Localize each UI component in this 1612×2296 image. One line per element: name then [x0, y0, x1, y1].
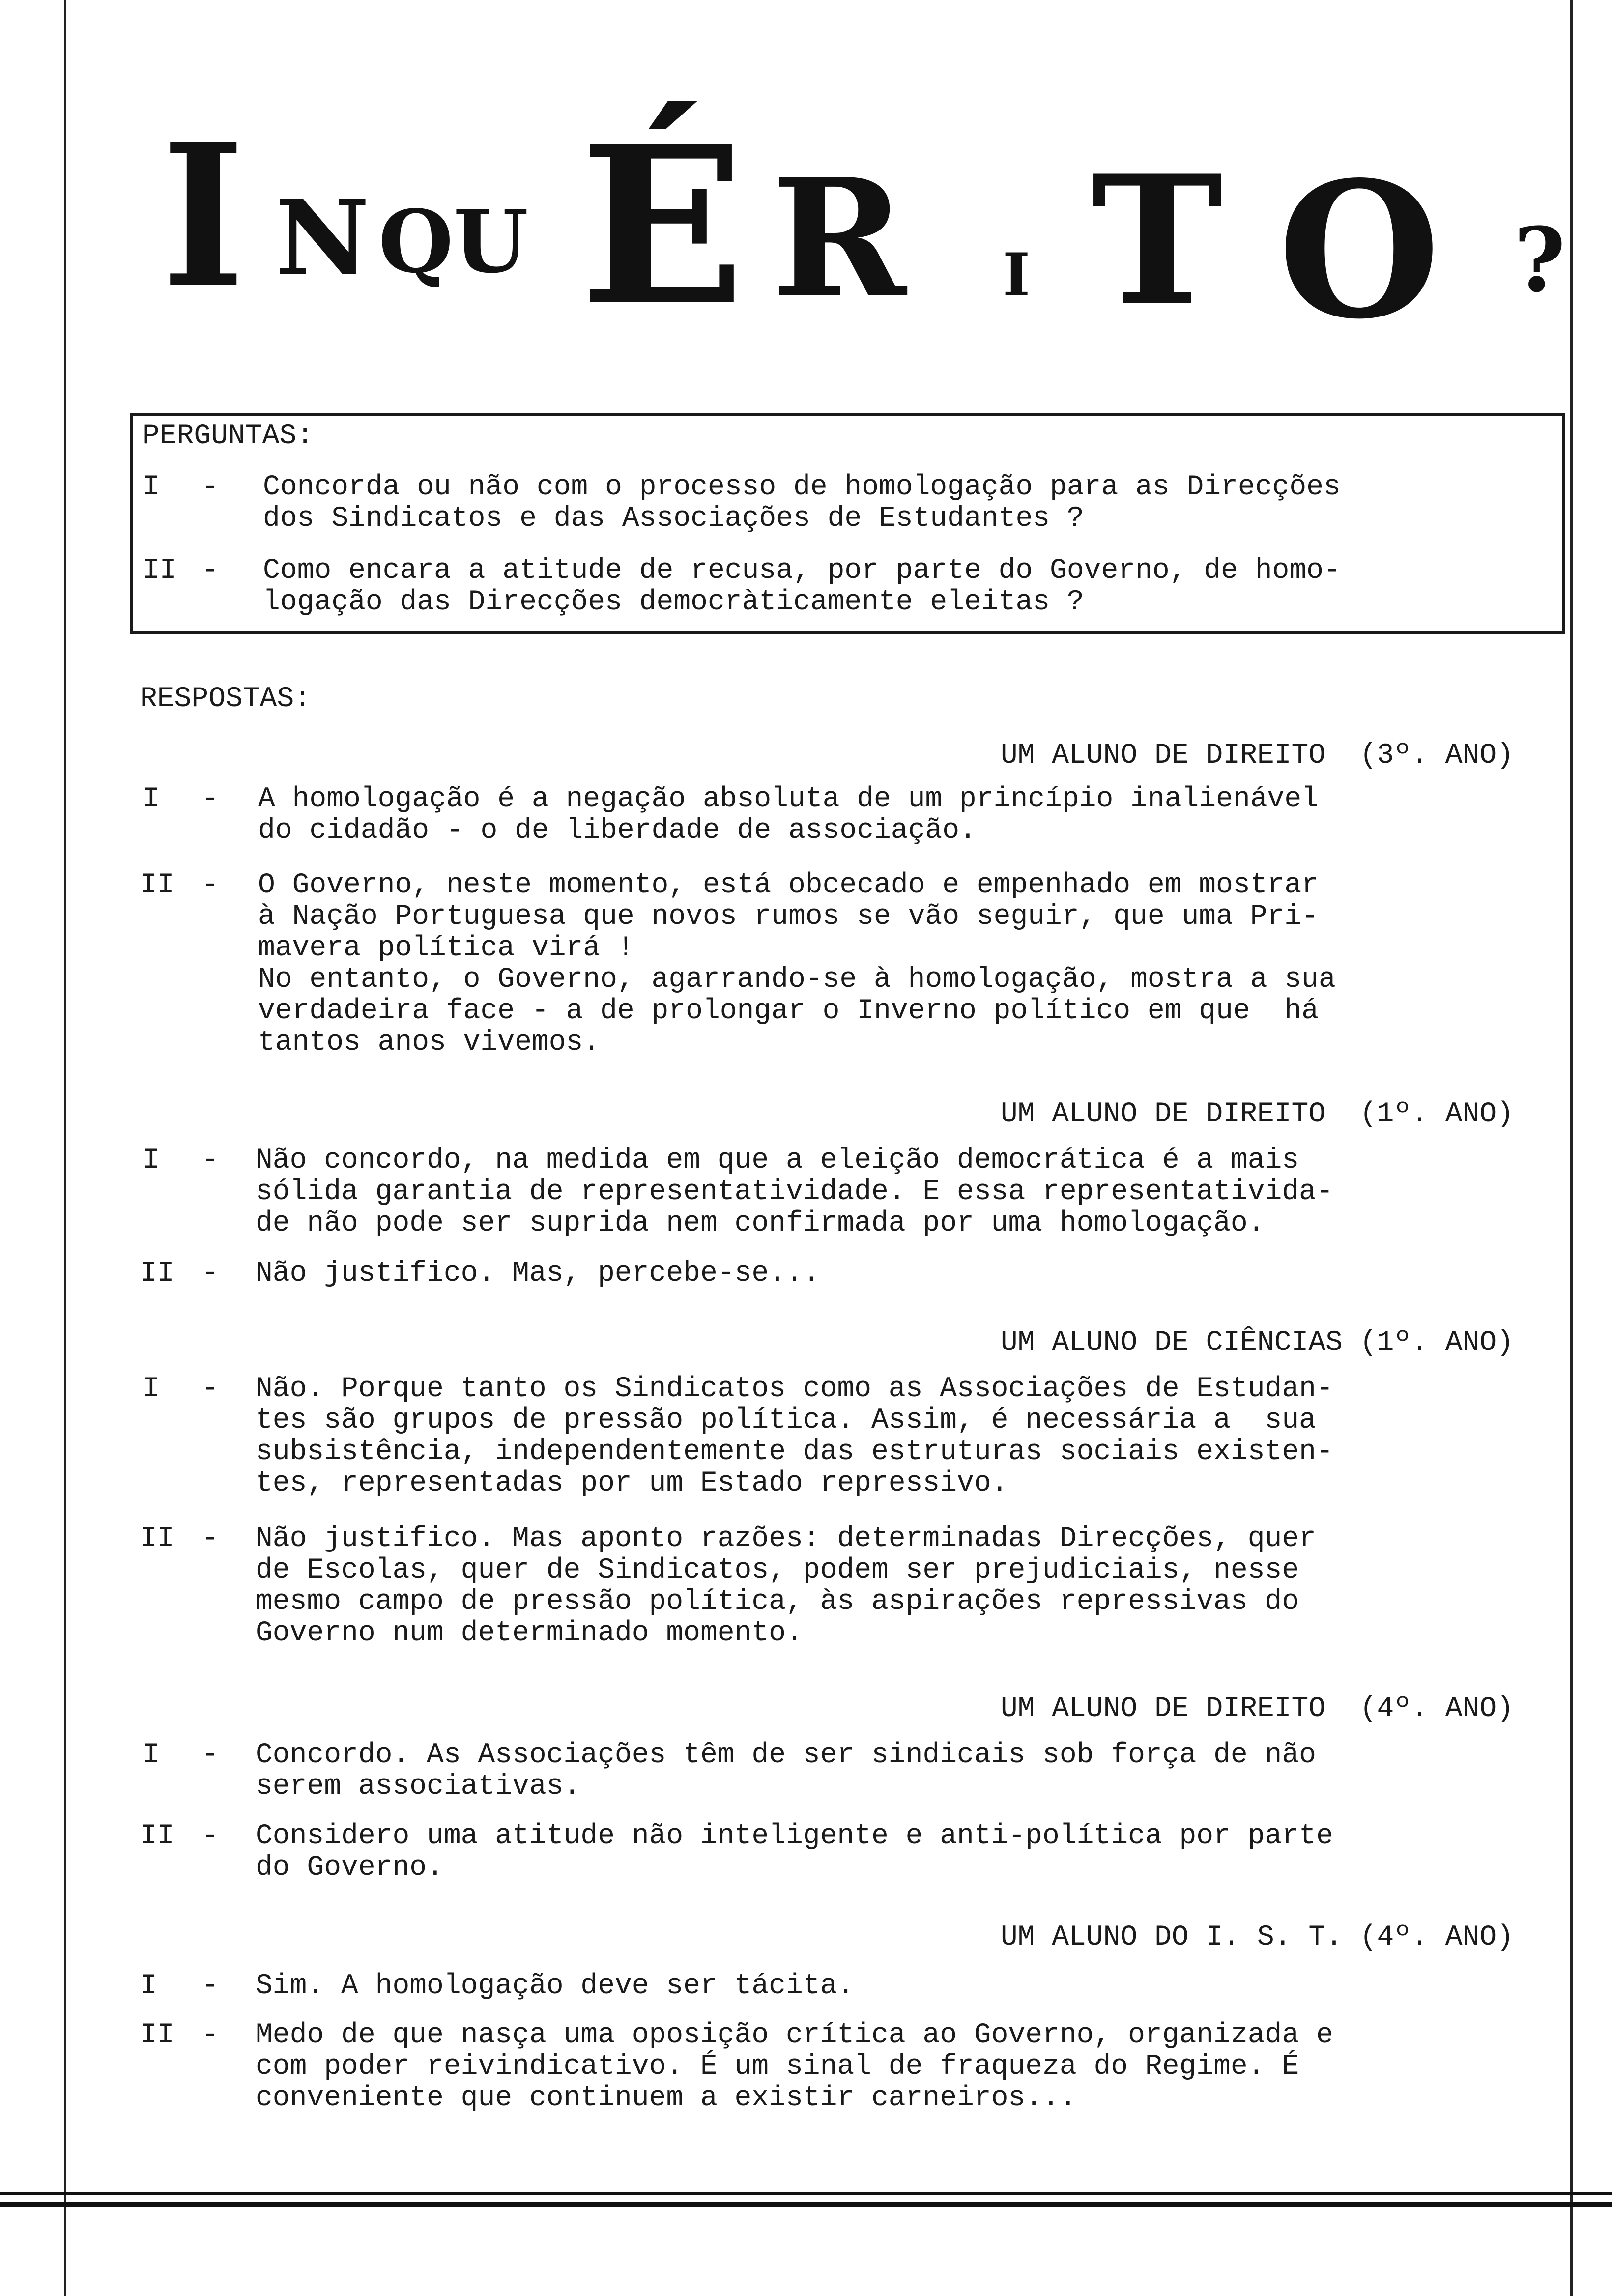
- answer-dash: -: [202, 1523, 219, 1555]
- title-letter: N: [275, 177, 370, 299]
- answer-text: Não concordo, na medida em que a eleição democrática é a mais sólida garantia de representatividade. E essa representativida- de não pode ser suprida nem confirmada por uma homologação.: [256, 1145, 1333, 1239]
- title-letter: É: [580, 99, 745, 353]
- answer-dash: -: [202, 869, 219, 901]
- page-left-edge: [64, 0, 66, 2296]
- answer-text: O Governo, neste momento, está obcecado e empenhado em mostrar à Nação Portuguesa que novos rumos se vão seguir, que uma Pri- mavera política virá ! No entanto, o Governo, agarrando-se à homologação, mostra a sua verdadeira face - a de prolongar o Inverno político em que há tantos anos vivemos.: [258, 869, 1336, 1059]
- title-letter: ?: [1514, 208, 1566, 312]
- respondent-heading: UM ALUNO DE DIREITO (1º. ANO): [1000, 1098, 1514, 1130]
- answer-text: Não. Porque tanto os Sindicatos como as Associações de Estudan- tes são grupos de pressão política. Assim, é necessária a sua subsistência, independentemente das estruturas sociais existen- tes, representadas por um Estado repressivo.: [256, 1373, 1333, 1499]
- answer-number: I: [143, 1145, 160, 1177]
- answer-number: I: [140, 1970, 157, 2002]
- answer-number: II: [140, 1820, 174, 1852]
- answer-dash: -: [202, 1145, 219, 1177]
- answer-number: II: [140, 1258, 174, 1290]
- question-text: Concorda ou não com o processo de homologação para as Direcções dos Sindicatos e das Associações de Estudantes ?: [263, 471, 1341, 535]
- answer-number: I: [143, 1373, 160, 1405]
- title-letter: R: [772, 143, 907, 334]
- answer-number: I: [143, 1739, 160, 1771]
- respondent-heading: UM ALUNO DO I. S. T. (4º. ANO): [1000, 1922, 1514, 1953]
- answer-number: II: [140, 869, 174, 901]
- question-dash: -: [202, 555, 219, 587]
- answer-dash: -: [202, 1970, 219, 2002]
- title-letter: O: [1278, 141, 1441, 360]
- answer-dash: -: [202, 1739, 219, 1771]
- bottom-rule: [0, 2202, 1612, 2207]
- question-dash: -: [202, 471, 219, 503]
- answer-text: Sim. A homologação deve ser tácita.: [256, 1970, 855, 2002]
- respondent-heading: UM ALUNO DE CIÊNCIAS (1º. ANO): [1000, 1327, 1514, 1359]
- question-number: I: [143, 471, 160, 503]
- answer-text: Considero uma atitude não inteligente e anti-política por parte do Governo.: [256, 1820, 1333, 1884]
- page-right-edge: [1570, 0, 1573, 2296]
- answer-dash: -: [202, 783, 219, 815]
- title-letter: I: [162, 101, 245, 332]
- answer-number: I: [143, 783, 160, 815]
- questions-label: PERGUNTAS:: [143, 420, 314, 452]
- answer-text: Não justifico. Mas, percebe-se...: [256, 1258, 820, 1290]
- answer-dash: -: [202, 1373, 219, 1405]
- title-letter: T: [1091, 137, 1223, 344]
- page-title: [147, 98, 1566, 360]
- question-text: Como encara a atitude de recusa, por parte do Governo, de homo- logação das Direcções democràticamente eleitas ?: [263, 555, 1341, 618]
- answer-text: Não justifico. Mas aponto razões: determinadas Direcções, quer de Escolas, quer de Sindicatos, podem ser prejudiciais, nesse mesmo campo de pressão política, às aspirações repressivas do Governo num determinado momento.: [256, 1523, 1316, 1649]
- answer-number: II: [140, 1523, 174, 1555]
- respondent-heading: UM ALUNO DE DIREITO (4º. ANO): [1000, 1693, 1514, 1725]
- title-letter: I: [1003, 240, 1031, 310]
- answer-text: A homologação é a negação absoluta de um princípio inalienável do cidadão - o de liberdade de associação.: [258, 783, 1319, 847]
- answer-text: Concordo. As Associações têm de ser sindicais sob força de não serem associativas.: [256, 1739, 1316, 1803]
- answer-number: II: [140, 2019, 174, 2051]
- answer-dash: -: [202, 1258, 219, 1290]
- answer-dash: -: [202, 2019, 219, 2051]
- answers-label: RESPOSTAS:: [140, 683, 312, 715]
- question-number: II: [143, 555, 177, 587]
- respondent-heading: UM ALUNO DE DIREITO (3º. ANO): [1000, 740, 1514, 772]
- bottom-rule: [0, 2192, 1612, 2195]
- title-letter: QU: [378, 192, 529, 292]
- answer-dash: -: [202, 1820, 219, 1852]
- answer-text: Medo de que nasça uma oposição crítica ao Governo, organizada e com poder reivindicativo. É um sinal de fraqueza do Regime. É conveniente que continuem a existir carneiros...: [256, 2019, 1333, 2114]
